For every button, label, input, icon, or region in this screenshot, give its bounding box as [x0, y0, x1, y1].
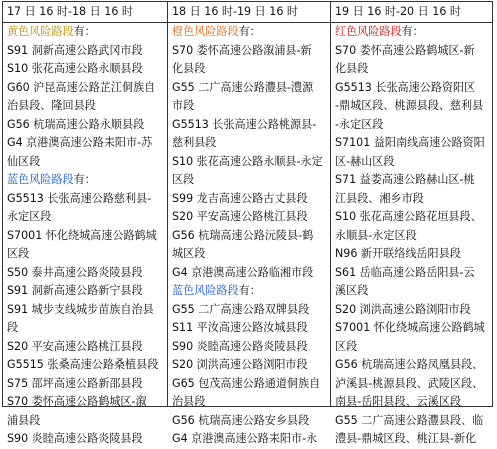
road-segment-line: G5515 张桑高速公路桑植县段: [7, 358, 159, 371]
road-segment-line: S10 张花高速公路永顺县-永定: [172, 154, 323, 168]
road-segment-line: 化县段: [335, 62, 369, 75]
cell-period-1: [3, 23, 160, 445]
road-segment-line: G4 京港澳高速公路耒阳市-苏: [7, 136, 153, 149]
risk-level-suffix: 有：: [238, 284, 261, 297]
road-segment-line: 城区段: [172, 247, 206, 260]
column-2: [167, 2, 330, 445]
risk-level-heading: [7, 171, 158, 190]
road-segment-line: N96 新开联络线岳阳县段: [335, 247, 461, 260]
risk-level-label: 红色风险路段: [335, 25, 402, 38]
road-segment-line: G5513 长张高速公路资阳区: [335, 80, 476, 94]
road-segment-line: 区-赫山区段: [335, 154, 395, 168]
risk-level-suffix: 有：: [73, 25, 96, 38]
road-segment-line: 治县段、隆回县段: [7, 99, 96, 112]
road-segment-line: 江县段、湘乡市段: [335, 191, 424, 205]
road-segment-line: S20 浏洪高速公路浏阳市段: [335, 302, 471, 316]
road-segment-line: S70 娄怀高速公路鹤城区-溆: [7, 395, 147, 408]
road-segment-line: G4 京港澳高速公路临湘市段: [172, 265, 314, 279]
header-period-3: 19 日 16 时-20 日 16 时: [335, 5, 462, 18]
risk-level-label: 橙色风险路段: [172, 25, 239, 38]
road-segment-line: G65 包茂高速公路通道侗族自: [172, 376, 321, 390]
road-segment-line: 永定区段: [7, 210, 52, 223]
road-segment-line: S75 邵坪高速公路新邵县段: [7, 376, 143, 390]
risk-level-label: 蓝色风险路段: [7, 173, 74, 186]
road-segment-line: 溪区段: [335, 284, 369, 297]
road-segment-line: 浦县段: [7, 413, 41, 427]
column-1: [3, 2, 167, 445]
road-segment-line: S91 洞新高速公路新宁县段: [7, 284, 143, 297]
road-segment-line: S10 张花高速公路花垣县段、: [335, 210, 482, 223]
road-segment-line: G55 二广高速公路灃县段、临: [335, 413, 484, 427]
road-segment-line: S99 龙吉高速公路古丈县段: [172, 191, 308, 205]
road-segment-line: S90 炎睦高速公路炎陵县段: [7, 432, 143, 445]
road-segment-line: G4 京港澳高速公路耒阳市-永: [172, 432, 318, 445]
road-segment-line: S70 娄怀高速公路溆浦县-新: [172, 43, 312, 57]
road-segment-line: G56 杭瑞高速公路安乡县段: [172, 413, 310, 427]
road-segment-line: 泸溪县-桃源县段、武陵区段、: [335, 376, 484, 390]
road-segment-line: G55 二广高速公路灃县-澧源: [172, 80, 314, 94]
cell-period-3: [331, 23, 487, 445]
risk-level-suffix: 有：: [401, 25, 424, 38]
risk-level-heading: [172, 282, 323, 301]
road-segment-line: G56 杭瑞高速公路永顺县段: [7, 117, 145, 131]
risk-level-heading: [7, 23, 158, 42]
risk-level-label: 蓝色风险路段: [172, 284, 239, 297]
road-segment-line: G5513 长张高速公路慈利县-: [7, 191, 152, 205]
road-segment-line: 市段: [172, 99, 195, 112]
road-segment-line: G56 杭瑞高速公路沅陵县-鹤: [172, 228, 314, 242]
road-segment-line: -鼎城区段、桃源县段、慈利县: [335, 99, 484, 112]
header-period-1: 17 日 16 时-18 日 16 时: [7, 5, 134, 18]
road-segment-line: S11 平汝高速公路汝城县段: [172, 321, 308, 334]
road-segment-line: G5513 长张高速公路桃源县-: [172, 117, 317, 131]
road-segment-line: 仙区段: [7, 154, 41, 168]
risk-level-suffix: 有：: [238, 25, 261, 38]
cell-period-2: [168, 23, 325, 445]
road-segment-line: S20 平安高速公路桃江县段: [7, 339, 143, 353]
risk-level-label: 黄色风险路段: [7, 25, 74, 38]
road-segment-line: 永顺县-永定区段: [335, 228, 417, 242]
risk-road-table: [2, 1, 493, 445]
road-segment-line: 南县-岳阳县段、云溪区段: [335, 395, 462, 408]
road-segment-line: S61 岳临高速公路岳阳县-云: [335, 265, 475, 279]
road-segment-line: S10 张花高速公路永顺县段: [7, 62, 143, 75]
road-segment-line: 区段: [7, 247, 30, 260]
road-segment-line: S20 浏洪高速公路浏阳市段: [172, 358, 308, 371]
road-segment-line: 澧县-鼎城区段、桃江县-新化: [335, 432, 477, 445]
road-segment-line: S7001 怀化绕城高速公路鹤城: [335, 321, 485, 334]
column-3: [330, 2, 492, 445]
road-segment-line: 化县段: [172, 62, 206, 75]
risk-level-suffix: 有：: [73, 173, 96, 186]
road-segment-line: S90 炎睦高速公路炎陵县段: [172, 339, 308, 353]
road-segment-line: G55 二广高速公路双牌县段: [172, 302, 310, 316]
road-segment-line: 区段: [335, 339, 358, 353]
road-segment-line: S71 益娄高速公路赫山区-桃: [335, 173, 475, 186]
road-segment-line: S7001 怀化绕城高速公路鹤城: [7, 228, 157, 242]
road-segment-line: S50 泰井高速公路炎陵县段: [7, 265, 143, 279]
road-segment-line: S20 平安高速公路桃江县段: [172, 210, 308, 223]
road-segment-line: S7101 益阳南线高速公路资阳: [335, 136, 485, 149]
road-segment-line: 慈利县段: [172, 136, 217, 149]
road-segment-line: S91 洞新高速公路武冈市段: [7, 43, 143, 57]
road-segment-line: 区段: [172, 173, 195, 186]
road-segment-line: 段: [7, 321, 19, 334]
risk-level-heading: [335, 23, 485, 42]
road-segment-line: S91 城步支线城步苗族自治县: [7, 302, 154, 316]
road-segment-line: G60 沪昆高速公路芷江侗族自: [7, 80, 156, 94]
road-segment-line: -永定区段: [335, 117, 384, 131]
road-segment-line: 治县段: [172, 395, 206, 408]
risk-level-heading: [172, 23, 323, 42]
road-segment-line: S70 娄怀高速公路鹤城区-新: [335, 43, 475, 57]
road-segment-line: G56 杭瑞高速公路凤凰县段、: [335, 358, 484, 371]
header-period-2: 18 日 16 时-19 日 16 时: [172, 5, 299, 18]
